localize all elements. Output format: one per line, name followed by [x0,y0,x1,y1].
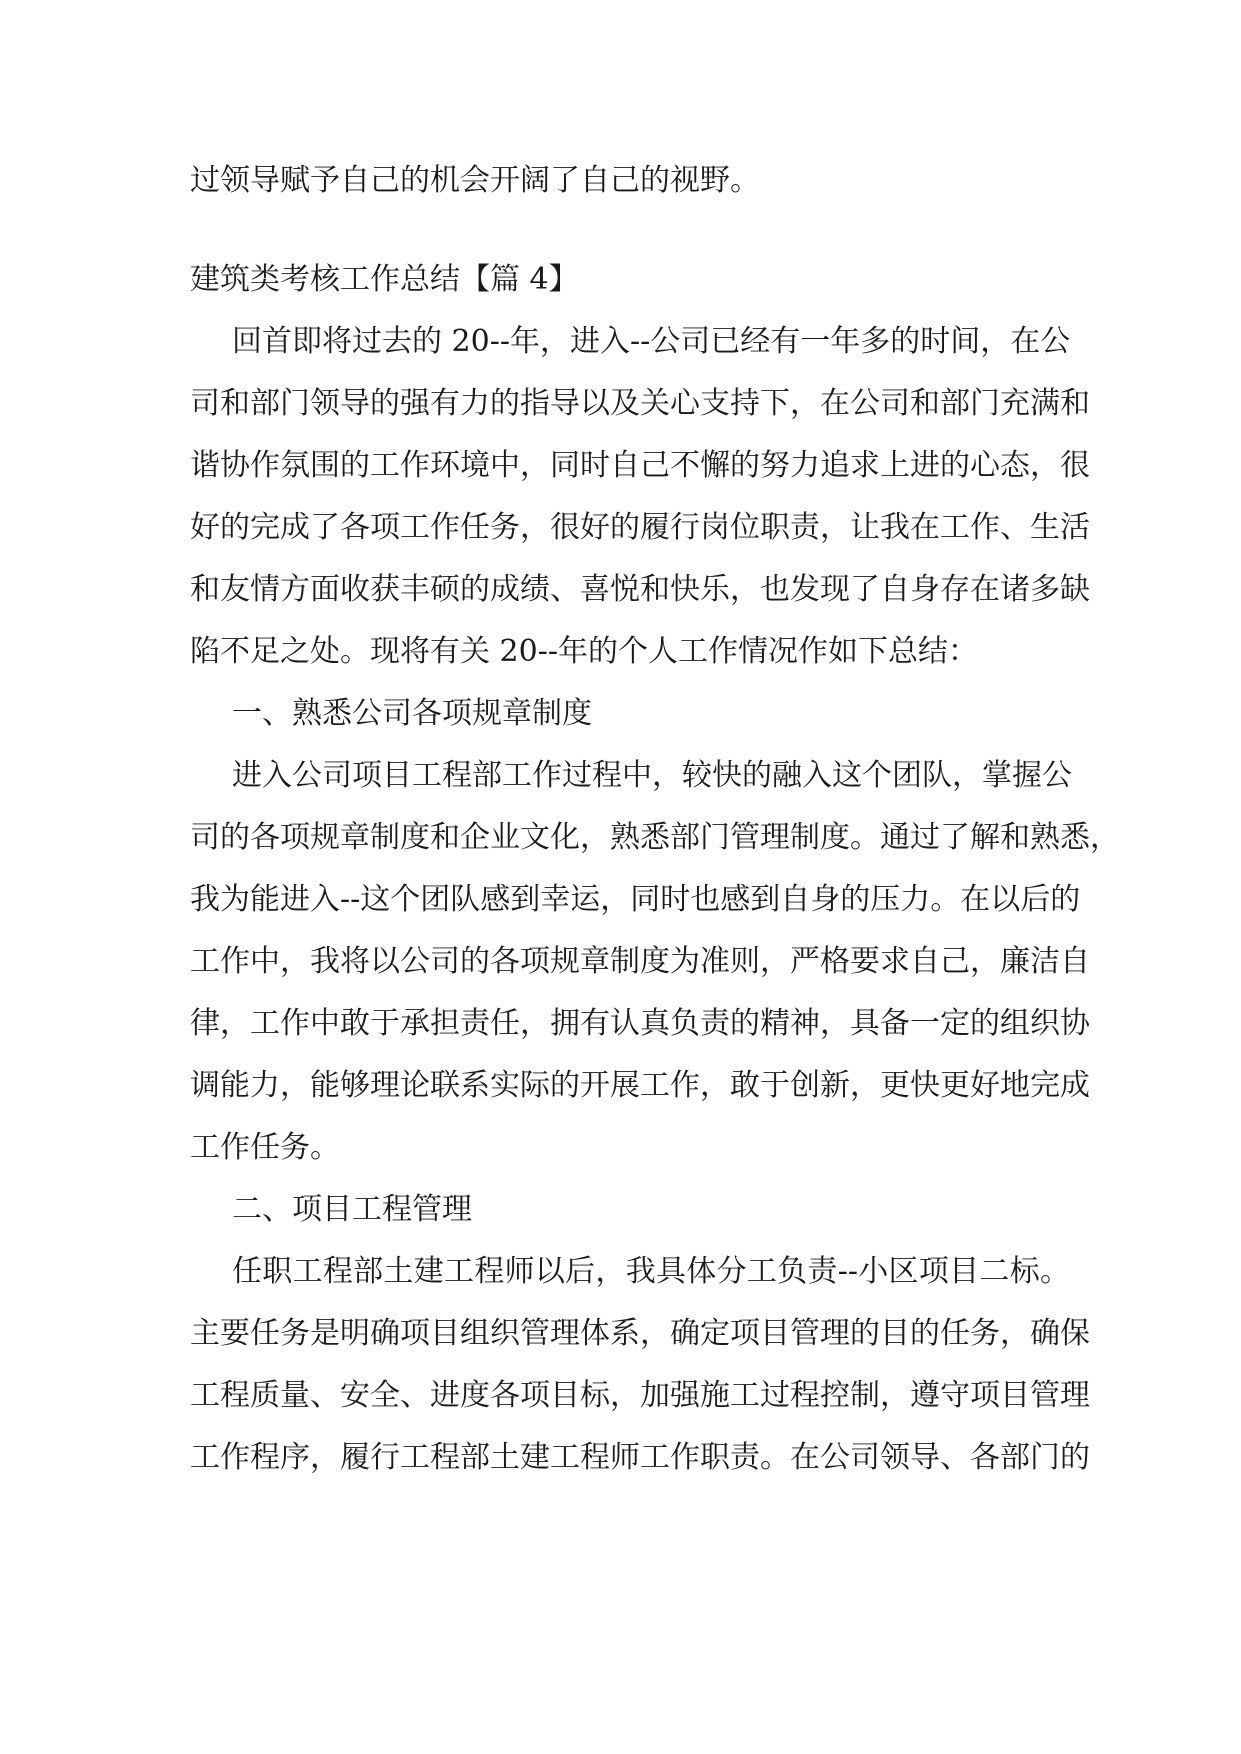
paragraph-line: 工作任务。 [190,1130,340,1165]
paragraph-line: 主要任务是明确项目组织管理体系，确定项目管理的目的任务，确保 [190,1316,1090,1351]
paragraph-line: 司和部门领导的强有力的指导以及关心支持下，在公司和部门充满和 [190,386,1090,421]
paragraph-line: 工作程序，履行工程部土建工程师工作职责。在公司领导、各部门的 [190,1440,1090,1475]
paragraph-line: 回首即将过去的 20--年，进入--公司已经有一年多的时间，在公 [232,324,1071,359]
paragraph-line: 司的各项规章制度和企业文化，熟悉部门管理制度。通过了解和熟悉， [190,820,1120,855]
paragraph-line: 律，工作中敢于承担责任，拥有认真负责的精神，具备一定的组织协 [190,1006,1090,1041]
paragraph-line: 谐协作氛围的工作环境中，同时自己不懈的努力追求上进的心态，很 [190,448,1090,483]
paragraph-line: 和友情方面收获丰硕的成绩、喜悦和快乐，也发现了自身存在诸多缺 [190,572,1090,607]
paragraph-line: 好的完成了各项工作任务，很好的履行岗位职责，让我在工作、生活 [190,510,1090,545]
paragraph-line: 进入公司项目工程部工作过程中，较快的融入这个团队，掌握公 [232,758,1072,793]
paragraph-line: 工程质量、安全、进度各项目标，加强施工过程控制，遵守项目管理 [190,1378,1090,1413]
paragraph-line: 过领导赋予自己的机会开阔了自己的视野。 [190,163,760,198]
paragraph-line: 任职工程部土建工程师以后，我具体分工负责--小区项目二标。 [232,1254,1070,1289]
paragraph-line: 调能力，能够理论联系实际的开展工作，敢于创新，更快更好地完成 [190,1068,1090,1103]
paragraph-line: 工作中，我将以公司的各项规章制度为准则，严格要求自己，廉洁自 [190,944,1090,979]
paragraph-line: 我为能进入--这个团队感到幸运，同时也感到自身的压力。在以后的 [190,882,1081,917]
subsection-heading: 一、熟悉公司各项规章制度 [232,696,592,731]
paragraph-line: 陷不足之处。现将有关 20--年的个人工作情况作如下总结： [190,634,978,669]
section-heading: 建筑类考核工作总结【篇 4】 [190,262,579,297]
subsection-heading: 二、项目工程管理 [232,1192,472,1227]
